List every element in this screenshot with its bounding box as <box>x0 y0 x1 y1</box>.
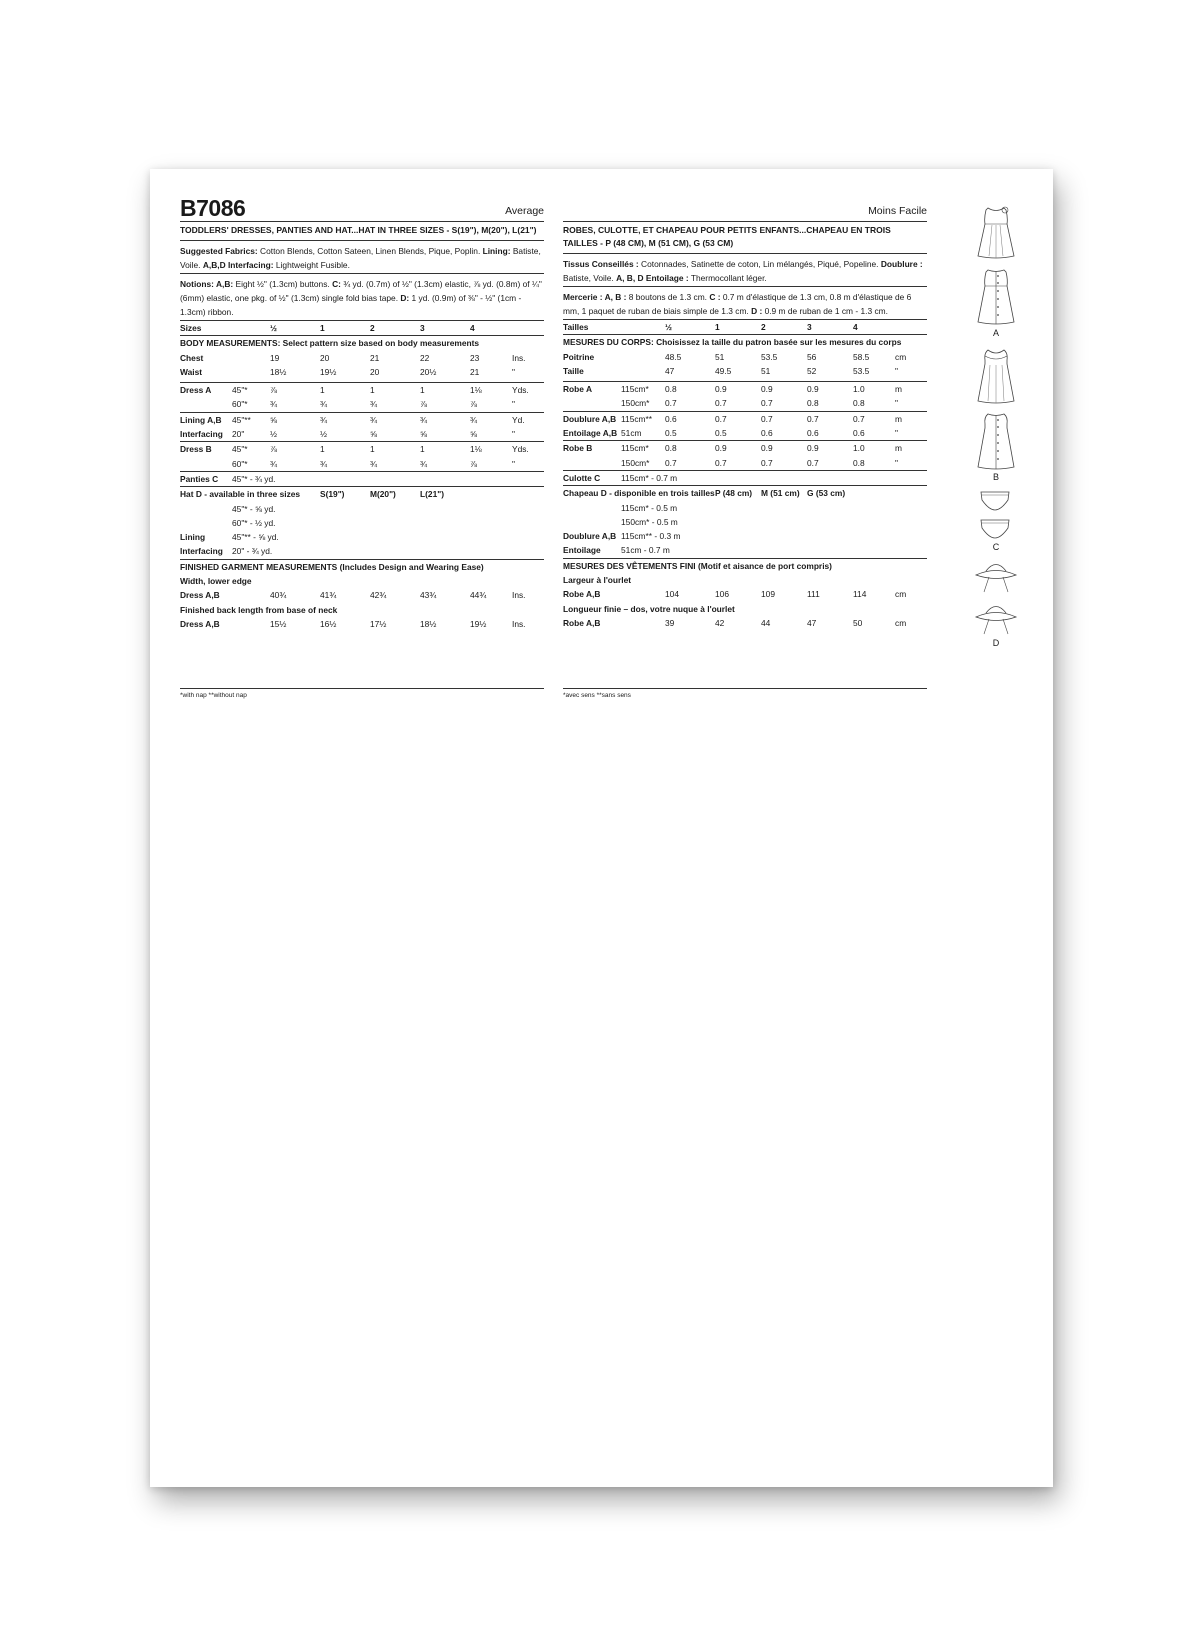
row-label: Robe A,B <box>563 589 601 600</box>
fabric-width: 150cm* <box>621 398 650 409</box>
yardage-value: 0.9 <box>715 384 727 395</box>
row-label: Panties C <box>180 473 219 484</box>
row-label: Robe A,B <box>563 617 601 628</box>
measurement-value: 52 <box>807 365 817 376</box>
yardage-value: 0.9 <box>715 443 727 454</box>
unit-label: Ins. <box>512 352 526 363</box>
yardage-value: 0.6 <box>761 428 773 439</box>
measurement-value: 18½ <box>270 366 287 377</box>
hat-yardage-row <box>563 515 927 529</box>
row-label: Chest <box>180 352 204 363</box>
finished-value: 16½ <box>320 618 337 629</box>
yardage-value: 1 <box>320 444 325 455</box>
hat-yardage-row <box>563 543 927 557</box>
length-label: Longueur finie – dos, votre nuque à l'ourlet <box>563 603 735 614</box>
unit-label: cm <box>895 351 907 362</box>
yardage-value: 1 <box>420 385 425 396</box>
hat-yardage: 20" - ¾ yd. <box>232 546 273 557</box>
yardage-row <box>563 441 927 455</box>
yardage-row <box>563 471 927 485</box>
measurement-value: 56 <box>807 351 817 362</box>
measurement-value: 22 <box>420 352 430 363</box>
body-measurement-row <box>180 365 544 379</box>
yardage-value: 0.7 <box>715 398 727 409</box>
notions: Notions: A,B: Eight ½" (1.3cm) buttons. C: ¾ yd. (0.7m) of ½" (1.3cm) elastic, ⅞ yd. (0.8m) of ¼" (6mm) elastic, one pkg. of ½" (1.3cm) single fold bias tape. D: 1 yd. (0.9m) of ⅜" - ½" (1cm - 1.3cm) ribbon. <box>180 279 542 317</box>
hat-yardage-row <box>180 530 544 544</box>
yardage-value: 0.7 <box>761 413 773 424</box>
row-label: Waist <box>180 366 203 377</box>
finished-length-row <box>563 616 927 630</box>
finished-value: 104 <box>665 589 679 600</box>
row-label: Dress B <box>180 444 212 455</box>
width-label: Largeur à l'ourlet <box>563 575 632 586</box>
body-measurements-heading: MESURES DU CORPS: Choisissez la taille du patron basée sur les mesures du corps <box>563 337 902 348</box>
hat-yardage-row <box>180 544 544 558</box>
yardage-value: ⅞ <box>420 399 427 410</box>
measurement-value: 20½ <box>420 366 437 377</box>
body-measurement-row <box>563 350 927 364</box>
difficulty-level: Average <box>505 205 544 217</box>
size-heading: 4 <box>853 322 858 332</box>
hat-yardage-row <box>180 502 544 516</box>
hat-yardage: 60"* - ½ yd. <box>232 517 276 528</box>
body-measurement-row <box>563 364 927 378</box>
row-label: Entoilage A,B <box>563 428 618 439</box>
hat-yardage-row <box>180 516 544 530</box>
sizes-header-row <box>563 320 927 334</box>
yardage-value: ½ <box>270 429 277 440</box>
finished-value: 15½ <box>270 618 287 629</box>
yardage-value: ¾ <box>320 414 327 425</box>
yardage-row <box>563 426 927 440</box>
unit-label: " <box>895 365 898 376</box>
sketch-label-a: A <box>992 328 999 338</box>
finished-value: 19½ <box>470 618 487 629</box>
row-label: Culotte C <box>563 472 601 483</box>
hat-d-back-sketch <box>973 598 1019 638</box>
dress-b-back-sketch <box>970 410 1022 472</box>
yardage-value: ⅞ <box>470 399 477 410</box>
yardage-value: ⅝ <box>420 429 427 440</box>
suggested-fabrics: Suggested Fabrics: Cotton Blends, Cotton Sateen, Linen Blends, Pique, Poplin. Lining: Batiste, Voile. A,B,D Interfacing: Lightweight Fusible. <box>180 246 541 270</box>
yardage-row <box>180 457 544 471</box>
finished-value: 44 <box>761 617 771 628</box>
yardage-value: ¾ <box>320 399 327 410</box>
finished-value: 47 <box>807 617 817 628</box>
measurement-value: 21 <box>370 352 380 363</box>
hat-size: L(21") <box>420 489 444 500</box>
panties-c-back-sketch <box>977 516 1013 542</box>
measurement-value: 20 <box>370 366 380 377</box>
sizes-header-row <box>180 321 544 335</box>
pattern-title: TODDLERS' DRESSES, PANTIES AND HAT...HAT IN THREE SIZES - S(19"), M(20"), L(21") <box>180 225 537 235</box>
row-label: Interfacing <box>180 429 223 440</box>
yardage-row <box>180 442 544 456</box>
unit-label: Yds. <box>512 385 529 396</box>
finished-value: 50 <box>853 617 863 628</box>
yardage-value: ⅞ <box>270 444 277 455</box>
row-label: Dress A <box>180 385 212 396</box>
yardage-value: 1.0 <box>853 384 865 395</box>
sizes-label: Tailles <box>563 322 589 332</box>
dress-a-back-sketch <box>970 266 1022 328</box>
unit-label: Yds. <box>512 444 529 455</box>
yardage-value: 0.8 <box>807 398 819 409</box>
yardage-row <box>563 396 927 410</box>
unit-label: m <box>895 384 902 395</box>
english-column <box>180 169 544 631</box>
yardage-value: ⅞ <box>270 385 277 396</box>
yardage-value: 0.8 <box>853 457 865 468</box>
yardage-value: 0.5 <box>665 428 677 439</box>
unit-label: m <box>895 443 902 454</box>
fabric-width: 51cm <box>621 428 642 439</box>
yardage-value: 1 <box>320 385 325 396</box>
yardage-value: ⅝ <box>470 429 477 440</box>
yardage-value: 1.0 <box>853 443 865 454</box>
yardage-value: 1 <box>420 444 425 455</box>
sizes-label: Sizes <box>180 323 202 333</box>
unit-label: " <box>895 457 898 468</box>
unit-label: cm <box>895 589 907 600</box>
yardage-value: 0.9 <box>761 443 773 454</box>
size-heading: 3 <box>420 323 425 333</box>
yardage-value: 0.6 <box>665 413 677 424</box>
unit-label: " <box>895 428 898 439</box>
row-label: Doublure A,B <box>563 531 617 542</box>
measurement-value: 23 <box>470 352 480 363</box>
yardage-value: ¾ <box>270 458 277 469</box>
row-label: Lining A,B <box>180 414 222 425</box>
yardage-value: 0.7 <box>715 457 727 468</box>
fabric-width: 115cm* <box>621 384 649 395</box>
unit-label: " <box>512 458 515 469</box>
yardage-value: 0.9 <box>807 443 819 454</box>
yardage-value: ¾ <box>320 458 327 469</box>
yardage-row <box>180 472 544 486</box>
finished-value: 111 <box>807 589 820 600</box>
size-heading: 3 <box>807 322 812 332</box>
sketch-label-d: D <box>992 638 1000 648</box>
hat-yardage: 115cm** - 0.3 m <box>621 531 681 542</box>
unit-label: m <box>895 413 902 424</box>
yardage-value: ¾ <box>420 458 427 469</box>
measurements-table <box>180 321 544 631</box>
finished-width-row <box>563 587 927 601</box>
hat-yardage-row <box>563 501 927 515</box>
fabric-width: 45"* <box>232 385 248 396</box>
hat-label: Chapeau D - disponible en trois tailles <box>563 488 715 499</box>
body-measurements-heading: BODY MEASUREMENTS: Select pattern size based on body measurements <box>180 338 480 349</box>
yardage-value: 0.8 <box>665 443 677 454</box>
sketch-label-b: B <box>992 472 999 482</box>
yardage-value: 0.6 <box>807 428 819 439</box>
length-label: Finished back length from base of neck <box>180 604 338 615</box>
yardage-value: 1⅛ <box>470 385 482 396</box>
finished-value: 40¾ <box>270 590 287 601</box>
measurement-value: 53.5 <box>761 351 778 362</box>
measurement-value: 51 <box>715 351 725 362</box>
yardage-value: 1⅛ <box>470 444 482 455</box>
yardage-value: 0.7 <box>853 413 865 424</box>
finished-length-row <box>180 617 544 631</box>
french-column <box>563 169 927 630</box>
dress-a-front-sketch <box>970 204 1022 262</box>
measurement-value: 21 <box>470 366 480 377</box>
fabric-width: 115cm* <box>621 443 649 454</box>
hat-yardage: 45"** - ⅝ yd. <box>232 532 279 543</box>
measurement-value: 58.5 <box>853 351 870 362</box>
unit-label: cm <box>895 617 907 628</box>
pattern-title-fr: ROBES, CULOTTE, ET CHAPEAU POUR PETITS ENFANTS...CHAPEAU EN TROIS TAILLES - P (48 CM), M (51 CM), G (53 CM) <box>563 225 891 248</box>
finished-value: 39 <box>665 617 675 628</box>
hat-header-row <box>180 487 544 501</box>
size-heading: ½ <box>270 323 277 333</box>
footnote: *with nap **without nap <box>180 688 544 699</box>
panties-c-front-sketch <box>977 488 1013 514</box>
yardage-value: 0.6 <box>853 428 865 439</box>
suggested-fabrics-fr: Tissus Conseillés : Cotonnades, Satinette de coton, Lin mélangés, Piqué, Popeline. Doublure : Batiste, Voile. A, B, D Entoilage : Thermocollant léger. <box>563 259 923 283</box>
yardage-value: 0.8 <box>853 398 865 409</box>
yardage-value: ¾ <box>420 414 427 425</box>
fabric-width: 45"** <box>232 414 251 425</box>
unit-label: " <box>895 398 898 409</box>
yardage-value: 1 <box>370 385 375 396</box>
yardage-value: 0.7 <box>807 457 819 468</box>
row-label: Doublure A,B <box>563 413 617 424</box>
measurement-value: 19 <box>270 352 280 363</box>
measurement-value: 47 <box>665 365 675 376</box>
size-heading: 1 <box>715 322 720 332</box>
finished-value: 106 <box>715 589 729 600</box>
yardage-value: ⅝ <box>370 429 377 440</box>
finished-value: 18½ <box>420 618 437 629</box>
yardage-value: 0.5 <box>715 428 727 439</box>
yardage-value: 1 <box>370 444 375 455</box>
measurement-value: 19½ <box>320 366 337 377</box>
fabric-width: 45"* <box>232 444 248 455</box>
finished-measurements-heading: MESURES DES VÊTEMENTS FINI (Motif et aisance de port compris) <box>563 560 832 571</box>
fabric-width: 45"* - ¾ yd. <box>232 473 276 484</box>
hat-yardage: 115cm* - 0.5 m <box>621 502 678 513</box>
yardage-row <box>563 456 927 470</box>
row-label: Taille <box>563 365 584 376</box>
size-heading: 4 <box>470 323 475 333</box>
unit-label: Yd. <box>512 414 525 425</box>
finished-value: 43¾ <box>420 590 437 601</box>
finished-value: 109 <box>761 589 775 600</box>
finished-value: 42 <box>715 617 725 628</box>
hat-yardage: 150cm* - 0.5 m <box>621 516 678 527</box>
yardage-value: ⅝ <box>270 414 277 425</box>
yardage-value: ¾ <box>370 458 377 469</box>
unit-label: Ins. <box>512 590 526 601</box>
size-heading: 2 <box>761 322 766 332</box>
notions-fr: Mercerie : A, B : 8 boutons de 1.3 cm. C : 0.7 m d'élastique de 1.3 cm, 0.8 m d'élastique de 6 mm, 1 paquet de ruban de biais simple de 1.3 cm. D : 0.9 m de ruban de 1 cm - 1.3 cm. <box>563 292 912 316</box>
yardage-row <box>180 397 544 411</box>
measurements-table-fr <box>563 320 927 630</box>
yardage-row <box>180 383 544 397</box>
unit-label: " <box>512 366 515 377</box>
finished-width-row <box>180 588 544 602</box>
yardage-value: ¾ <box>270 399 277 410</box>
yardage-value: ¾ <box>470 414 477 425</box>
measurement-value: 49.5 <box>715 365 732 376</box>
dress-b-front-sketch <box>970 346 1022 406</box>
yardage-value: ¾ <box>370 399 377 410</box>
yardage-value: ½ <box>320 429 327 440</box>
difficulty-level-fr: Moins Facile <box>868 205 927 217</box>
finished-value: 42¾ <box>370 590 387 601</box>
hat-yardage: 51cm - 0.7 m <box>621 545 670 556</box>
width-label: Width, lower edge <box>180 576 252 587</box>
yardage-row <box>180 413 544 427</box>
finished-value: 44¾ <box>470 590 487 601</box>
yardage-row <box>180 427 544 441</box>
yardage-value: 0.9 <box>761 384 773 395</box>
hat-d-front-sketch <box>973 556 1019 596</box>
yardage-value: 0.7 <box>807 413 819 424</box>
size-heading: ½ <box>665 322 672 332</box>
finished-measurements-heading: FINISHED GARMENT MEASUREMENTS (Includes Design and Wearing Ease) <box>180 561 484 572</box>
yardage-value: 0.7 <box>761 457 773 468</box>
hat-label: Hat D - available in three sizes <box>180 489 301 500</box>
yardage-row <box>563 382 927 396</box>
row-label: Robe B <box>563 443 593 454</box>
row-label: Robe A <box>563 384 593 395</box>
row-label: Dress A,B <box>180 590 220 601</box>
size-heading: 1 <box>320 323 325 333</box>
measurement-value: 20 <box>320 352 330 363</box>
yardage-value: 0.7 <box>665 457 677 468</box>
hat-size: G (53 cm) <box>807 488 846 499</box>
row-label: Lining <box>180 532 206 543</box>
sketch-label-c: C <box>992 542 1000 552</box>
fabric-width: 60"* <box>232 458 248 469</box>
unit-label: " <box>512 429 515 440</box>
yardage-value: 0.8 <box>665 384 677 395</box>
hat-size: M (51 cm) <box>761 488 800 499</box>
unit-label: Ins. <box>512 618 526 629</box>
footnote-fr: *avec sens **sans sens <box>563 688 927 699</box>
measurement-value: 51 <box>761 365 771 376</box>
hat-yardage: 45"* - ⅝ yd. <box>232 503 276 514</box>
measurement-value: 53.5 <box>853 365 870 376</box>
row-label: Poitrine <box>563 351 595 362</box>
finished-value: 114 <box>853 589 867 600</box>
yardage-value: 0.7 <box>761 398 773 409</box>
fabric-width: 115cm** <box>621 413 653 424</box>
yardage-value: ¾ <box>370 414 377 425</box>
finished-value: 41¾ <box>320 590 337 601</box>
yardage-value: 0.9 <box>807 384 819 395</box>
hat-size: S(19") <box>320 489 345 500</box>
yardage-value: ⅞ <box>470 458 477 469</box>
fabric-width: 115cm* - 0.7 m <box>621 472 678 483</box>
finished-value: 17½ <box>370 618 387 629</box>
pattern-instruction-sheet <box>150 169 1053 1487</box>
yardage-value: 0.7 <box>715 413 727 424</box>
hat-yardage-row <box>563 529 927 543</box>
hat-size: P (48 cm) <box>715 488 753 499</box>
size-heading: 2 <box>370 323 375 333</box>
measurement-value: 48.5 <box>665 351 682 362</box>
yardage-value: 0.7 <box>665 398 677 409</box>
row-label: Interfacing <box>180 546 223 557</box>
fabric-width: 150cm* <box>621 457 650 468</box>
body-measurement-row <box>180 351 544 365</box>
fabric-width: 60"* <box>232 399 248 410</box>
fabric-width: 20" <box>232 429 245 440</box>
row-label: Dress A,B <box>180 618 220 629</box>
unit-label: " <box>512 399 515 410</box>
hat-header-row <box>563 486 927 500</box>
hat-size: M(20") <box>370 489 396 500</box>
row-label: Entoilage <box>563 545 601 556</box>
pattern-number: B7086 <box>180 195 246 221</box>
yardage-row <box>563 412 927 426</box>
